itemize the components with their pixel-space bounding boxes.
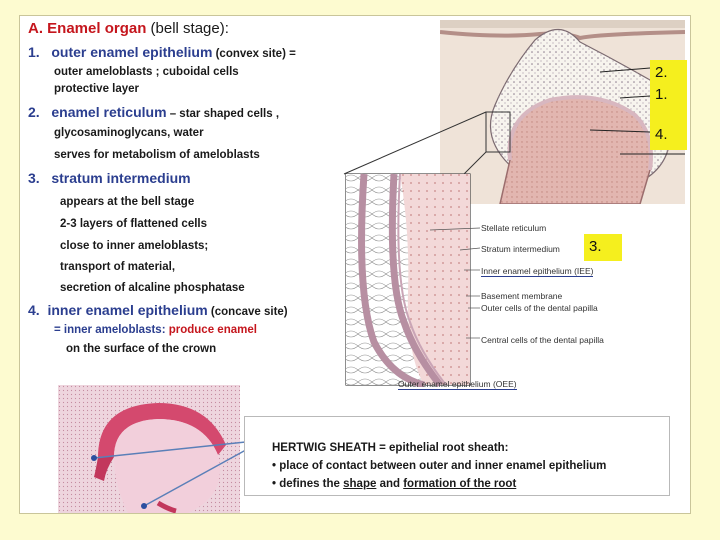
heading-red-part: A. Enamel organ <box>28 20 147 37</box>
label-stratum-intermedium: Stratum intermedium <box>481 244 560 254</box>
hertwig-arrows <box>80 430 270 520</box>
label-central-papilla-cells: Central cells of the dental papilla <box>481 335 604 345</box>
item-title-suffix: (convex site) = <box>212 48 296 60</box>
bullet-2-underlined-shape: shape <box>343 478 377 490</box>
label-stellate-reticulum: Stellate reticulum <box>481 223 547 233</box>
item-4-line <box>54 324 257 336</box>
item-3-line: secretion of alcaline phosphatase <box>60 282 245 294</box>
item-2-line: serves for metabolism of ameloblasts <box>54 149 260 161</box>
item-4-red-text: produce enamel <box>168 324 257 336</box>
item-4-line: on the surface of the crown <box>66 343 217 355</box>
label-3: 3. <box>589 238 602 255</box>
item-title: stratum intermedium <box>51 170 191 186</box>
hertwig-bullet-2 <box>272 478 516 490</box>
item-number: 2. <box>28 104 40 120</box>
item-title-suffix: (concave site) <box>207 306 288 318</box>
item-4-title <box>28 302 288 318</box>
bullet-2-underlined-formation: formation of the root <box>403 478 517 490</box>
label-outer-papilla-cells: Outer cells of the dental papilla <box>481 303 598 313</box>
label-iee: Inner enamel epithelium (IEE) <box>481 266 594 276</box>
item-1-line: outer ameloblasts ; cuboidal cells <box>54 66 239 78</box>
label-oee: Outer enamel epithelium (OEE) <box>398 379 517 389</box>
top-label-4: 4. <box>655 126 668 143</box>
item-title: outer enamel epithelium <box>51 44 213 60</box>
item-2-title <box>28 104 279 120</box>
item-3-line: appears at the bell stage <box>60 196 195 208</box>
detail-leader-lines <box>400 220 490 390</box>
bullet-2-prefix: • defines the <box>272 478 344 490</box>
main-heading <box>28 20 229 37</box>
hertwig-title: HERTWIG SHEATH = epithelial root sheath: <box>272 442 509 454</box>
item-3-line: transport of material, <box>60 261 176 273</box>
item-number: 3. <box>28 170 40 186</box>
top-label-2: 2. <box>655 64 668 81</box>
item-1-line: protective layer <box>54 83 140 95</box>
item-title: inner enamel epithelium <box>47 302 208 318</box>
hertwig-bullet-1: • place of contact between outer and inner enamel epithelium <box>272 460 607 472</box>
item-2-line: glycosaminoglycans, water <box>54 127 204 139</box>
item-1-title <box>28 44 296 60</box>
item-number: 4. <box>28 302 40 318</box>
label-basement-membrane: Basement membrane <box>481 291 563 301</box>
item-title: enamel reticulum <box>51 104 167 120</box>
item-3-line: close to inner ameloblasts; <box>60 240 209 252</box>
top-label-1: 1. <box>655 86 668 103</box>
item-3-line: 2-3 layers of flattened cells <box>60 218 208 230</box>
bullet-2-mid: and <box>376 478 404 490</box>
item-number: 1. <box>28 44 40 60</box>
item-3-title <box>28 170 191 186</box>
item-title-suffix: – star shaped cells , <box>166 108 280 120</box>
heading-suffix: (bell stage): <box>146 20 229 37</box>
item-4-prefix: = inner ameloblasts: <box>54 324 169 336</box>
